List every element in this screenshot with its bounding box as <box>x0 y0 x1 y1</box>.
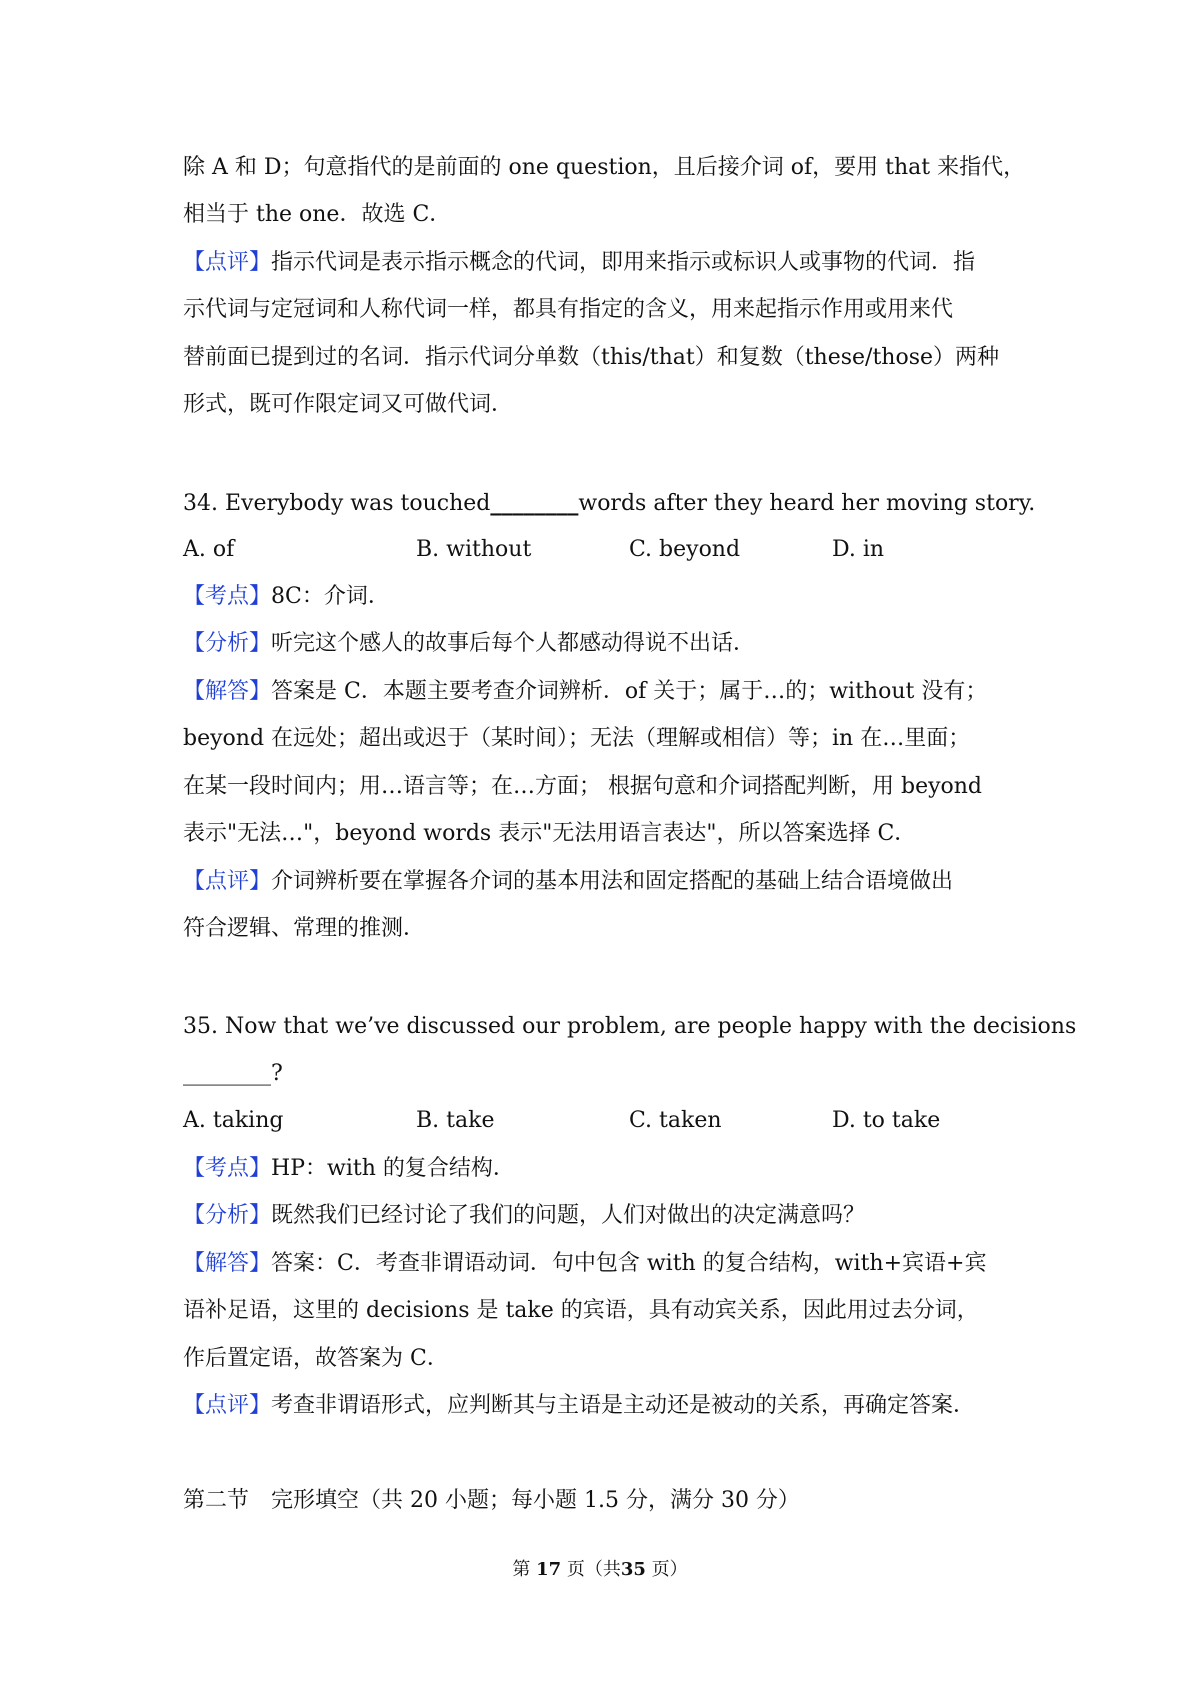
fenxi-text: 既然我们已经讨论了我们的问题，人们对做出的决定满意吗？ <box>271 1203 866 1228</box>
dianping-line <box>183 1391 1023 1421</box>
option-c: C. taken <box>629 1108 722 1133</box>
dianping-tag: 【点评】 <box>183 869 272 894</box>
jieda-text-line: 语补足语，这里的 decisions 是 take 的宾语，具有动宾关系，因此用过去分词， <box>183 1298 979 1323</box>
jieda-text-line: beyond 在远处；超出或迟于（某时间）；无法（理解或相信）等；in 在…里面； <box>183 726 971 751</box>
answer-text-line: 除 A 和 D；句意指代的是前面的 one question，且后接介词 of，要用 that 来指代， <box>183 155 1026 180</box>
footer-prefix: 第 <box>512 1559 531 1580</box>
jieda-text-line: 表示"无法…"，beyond words 表示"无法用语言表达"，所以答案选择 C． <box>183 821 917 846</box>
answer-blank: ________ <box>490 490 579 516</box>
option-d: D. in <box>832 537 885 562</box>
option-c: C. beyond <box>629 537 741 562</box>
option-d: D. to take <box>832 1108 941 1133</box>
page-number: 17 <box>536 1559 562 1580</box>
kaodian-text: 8C：介词． <box>271 584 390 609</box>
kaodian-tag: 【考点】 <box>183 1156 272 1181</box>
fenxi-line <box>183 629 1023 659</box>
question-34-stem <box>183 488 1036 518</box>
review-line <box>183 248 1023 278</box>
jieda-line <box>183 1249 1023 1279</box>
question-34-options <box>183 535 1023 565</box>
dianping-tag: 【点评】 <box>183 1393 272 1418</box>
review-text-line: 形式，既可作限定词又可做代词． <box>183 392 514 417</box>
option-b: B. take <box>416 1108 495 1133</box>
review-tag: 【点评】 <box>183 250 272 275</box>
fenxi-tag: 【分析】 <box>183 631 272 656</box>
kaodian-line <box>183 582 1023 612</box>
option-a: A. taking <box>183 1108 284 1133</box>
jieda-tag: 【解答】 <box>183 1251 272 1276</box>
total-pages: 35 <box>620 1559 646 1580</box>
dianping-line <box>183 867 1023 897</box>
review-text: 指示代词是表示指示概念的代词，即用来指示或标识人或事物的代词．指 <box>271 250 976 275</box>
section-heading: 第二节 完形填空（共 20 小题；每小题 1.5 分，满分 30 分） <box>183 1488 800 1513</box>
kaodian-line <box>183 1154 1023 1184</box>
answer-text-line: 相当于 the one．故选 C． <box>183 202 452 227</box>
fenxi-tag: 【分析】 <box>183 1203 272 1228</box>
fenxi-text: 听完这个感人的故事后每个人都感动得说不出话． <box>271 631 756 656</box>
kaodian-text: HP：with 的复合结构． <box>271 1156 515 1181</box>
question-35-options <box>183 1106 1023 1136</box>
stem-text: 34. Everybody was touched <box>183 491 491 516</box>
jieda-text: 答案：C．考查非谓语动词．句中包含 with 的复合结构，with+宾语+宾 <box>271 1251 987 1276</box>
review-text-line: 替前面已提到过的名词．指示代词分单数（this/that）和复数（these/those）两种 <box>183 345 1000 370</box>
jieda-tag: 【解答】 <box>183 679 272 704</box>
page-footer <box>0 1558 1200 1582</box>
fenxi-line <box>183 1201 1023 1231</box>
option-b: B. without <box>416 537 532 562</box>
dianping-text-line: 符合逻辑、常理的推测． <box>183 916 426 941</box>
jieda-text: 答案是 C．本题主要考查介词辨析．of 关于；属于…的；without 没有； <box>271 679 988 704</box>
jieda-text-line: 在某一段时间内；用…语言等；在…方面； 根据句意和介词搭配判断，用 beyond <box>183 774 983 799</box>
kaodian-tag: 【考点】 <box>183 584 272 609</box>
stem-text: words after they heard her moving story. <box>578 491 1036 516</box>
option-a: A. of <box>183 537 235 562</box>
question-35-stem: 35. Now that we’ve discussed our problem, are people happy with the decisions <box>183 1014 1077 1039</box>
jieda-line <box>183 677 1023 707</box>
dianping-text: 介词辨析要在掌握各介词的基本用法和固定搭配的基础上结合语境做出 <box>271 869 954 894</box>
dianping-text: 考查非谓语形式，应判断其与主语是主动还是被动的关系，再确定答案． <box>271 1393 976 1418</box>
footer-middle: 页（共 <box>566 1559 621 1580</box>
jieda-text-line: 作后置定语，故答案为 C． <box>183 1346 449 1371</box>
question-35-blank-line: ________? <box>183 1061 283 1086</box>
footer-suffix: 页） <box>651 1559 688 1580</box>
review-text-line: 示代词与定冠词和人称代词一样，都具有指定的含义，用来起指示作用或用来代 <box>183 297 954 322</box>
